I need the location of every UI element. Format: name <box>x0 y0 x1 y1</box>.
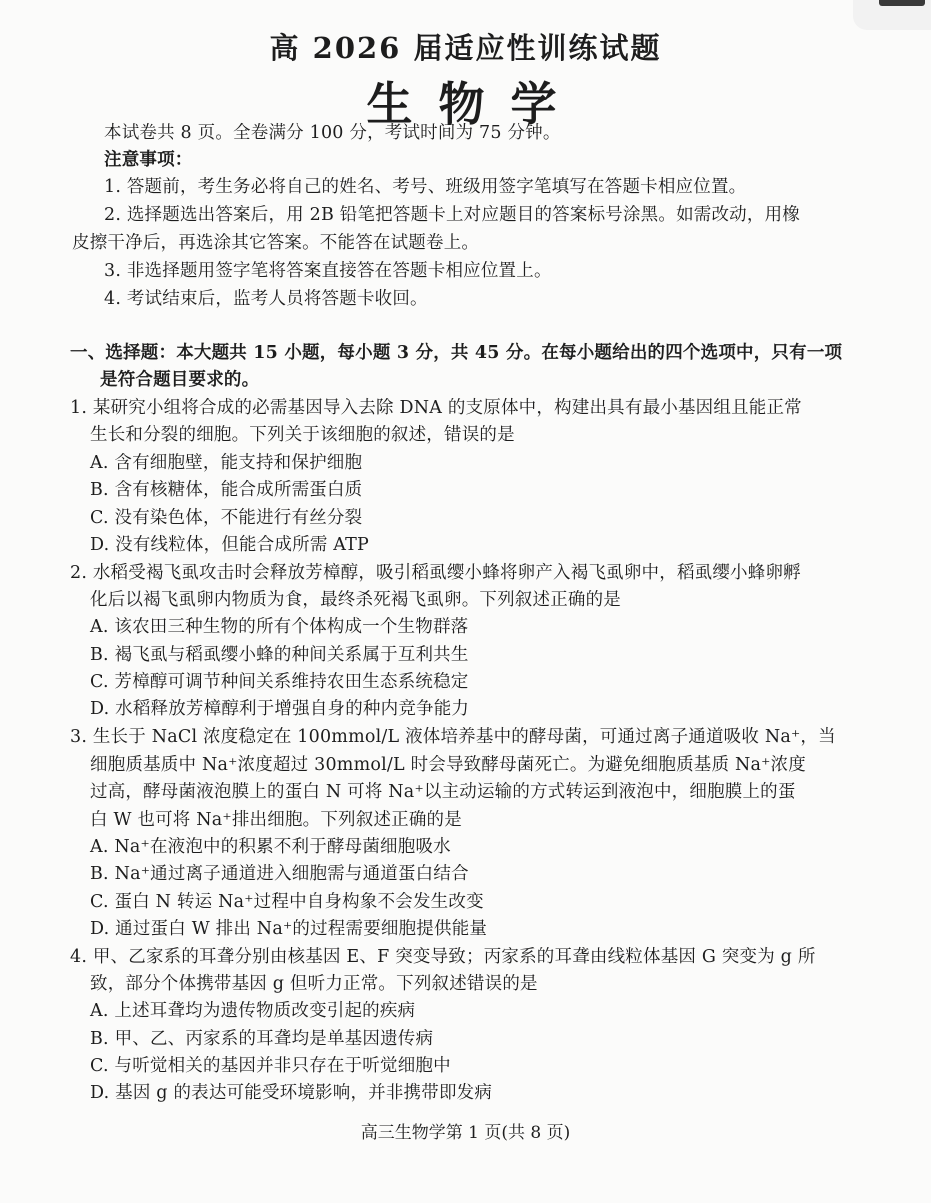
q3-option-a: A. Na⁺在液泡中的积累不利于酵母菌细胞吸水 <box>90 837 451 857</box>
q1-option-b: B. 含有核糖体，能合成所需蛋白质 <box>90 480 363 500</box>
q3-option-b: B. Na⁺通过离子通道进入细胞需与通道蛋白结合 <box>90 864 469 884</box>
q2-stem-b: 化后以褐飞虱卵内物质为食，最终杀死褐飞虱卵。下列叙述正确的是 <box>90 590 621 610</box>
q1-option-c: C. 没有染色体，不能进行有丝分裂 <box>90 508 363 528</box>
q4-option-a: A. 上述耳聋均为遗传物质改变引起的疾病 <box>90 1001 416 1021</box>
q2-option-c: C. 芳樟醇可调节种间关系维持农田生态系统稳定 <box>90 672 469 692</box>
note-2a: 2. 选择题选出答案后，用 2B 铅笔把答题卡上对应题目的答案标号涂黑。如需改动，用橡 <box>104 205 800 225</box>
note-2b: 皮擦干净后，再选涂其它答案。不能答在试题卷上。 <box>72 233 480 253</box>
q2-option-d: D. 水稻释放芳樟醇利于增强自身的种内竞争能力 <box>90 699 470 719</box>
note-1: 1. 答题前，考生务必将自己的姓名、考号、班级用签字笔填写在答题卡相应位置。 <box>104 177 747 197</box>
q1-stem-a: 1. 某研究小组将合成的必需基因导入去除 DNA 的支原体中，构建出具有最小基因组且能正常 <box>70 398 802 418</box>
page-footer: 高三生物学第 1 页(共 8 页) <box>360 1123 571 1143</box>
q3-stem-c: 过高，酵母菌液泡膜上的蛋白 N 可将 Na⁺以主动运输的方式转运到液泡中，细胞膜上的蛋 <box>90 782 796 802</box>
q3-stem-d: 白 W 也可将 Na⁺排出细胞。下列叙述正确的是 <box>90 810 462 830</box>
q3-stem-a: 3. 生长于 NaCl 浓度稳定在 100mmol/L 液体培养基中的酵母菌，可通过离子通道吸收 Na⁺，当 <box>70 727 836 747</box>
q4-option-d: D. 基因 g 的表达可能受环境影响，并非携带即发病 <box>90 1083 493 1103</box>
q1-option-d: D. 没有线粒体，但能合成所需 ATP <box>90 535 370 555</box>
q3-stem-b: 细胞质基质中 Na⁺浓度超过 30mmol/L 时会导致酵母菌死亡。为避免细胞质基质 Na⁺浓度 <box>90 755 806 775</box>
q2-option-b: B. 褐飞虱与稻虱缨小蜂的种间关系属于互利共生 <box>90 645 469 665</box>
note-3: 3. 非选择题用签字笔将答案直接答在答题卡相应位置上。 <box>104 261 552 281</box>
q3-option-d: D. 通过蛋白 W 排出 Na⁺的过程需要细胞提供能量 <box>90 919 488 939</box>
q1-option-a: A. 含有细胞壁，能支持和保护细胞 <box>90 453 363 473</box>
note-4: 4. 考试结束后，监考人员将答题卡收回。 <box>104 289 428 309</box>
q4-stem-a: 4. 甲、乙家系的耳聋分别由核基因 E、F 突变导致；丙家系的耳聋由线粒体基因 G 突变为 g 所 <box>70 947 816 967</box>
section-heading-b: 是符合题目要求的。 <box>100 370 260 390</box>
q2-stem-a: 2. 水稻受褐飞虱攻击时会释放芳樟醇，吸引稻虱缨小蜂将卵产入褐飞虱卵中，稻虱缨小蜂卵孵 <box>70 563 801 583</box>
q4-option-c: C. 与听觉相关的基因并非只存在于听觉细胞中 <box>90 1056 451 1076</box>
q2-option-a: A. 该农田三种生物的所有个体构成一个生物群落 <box>90 617 469 637</box>
notes-heading: 注意事项： <box>104 150 193 170</box>
q4-option-b: B. 甲、乙、丙家系的耳聋均是单基因遗传病 <box>90 1029 434 1049</box>
q1-stem-b: 生长和分裂的细胞。下列关于该细胞的叙述，错误的是 <box>90 425 515 445</box>
q3-option-c: C. 蛋白 N 转运 Na⁺过程中自身构象不会发生改变 <box>90 892 484 912</box>
subject-title: 生物学 <box>366 77 583 131</box>
exam-intro: 本试卷共 8 页。全卷满分 100 分，考试时间为 75 分钟。 <box>104 123 561 143</box>
menu-handle-icon[interactable] <box>879 0 925 6</box>
q4-stem-b: 致，部分个体携带基因 g 但听力正常。下列叙述错误的是 <box>90 974 538 994</box>
exam-title: 高 2026 届适应性训练试题 <box>269 31 662 65</box>
section-heading-a: 一、选择题：本大题共 15 小题，每小题 3 分，共 45 分。在每小题给出的四个选项中，只有一项 <box>70 343 843 363</box>
